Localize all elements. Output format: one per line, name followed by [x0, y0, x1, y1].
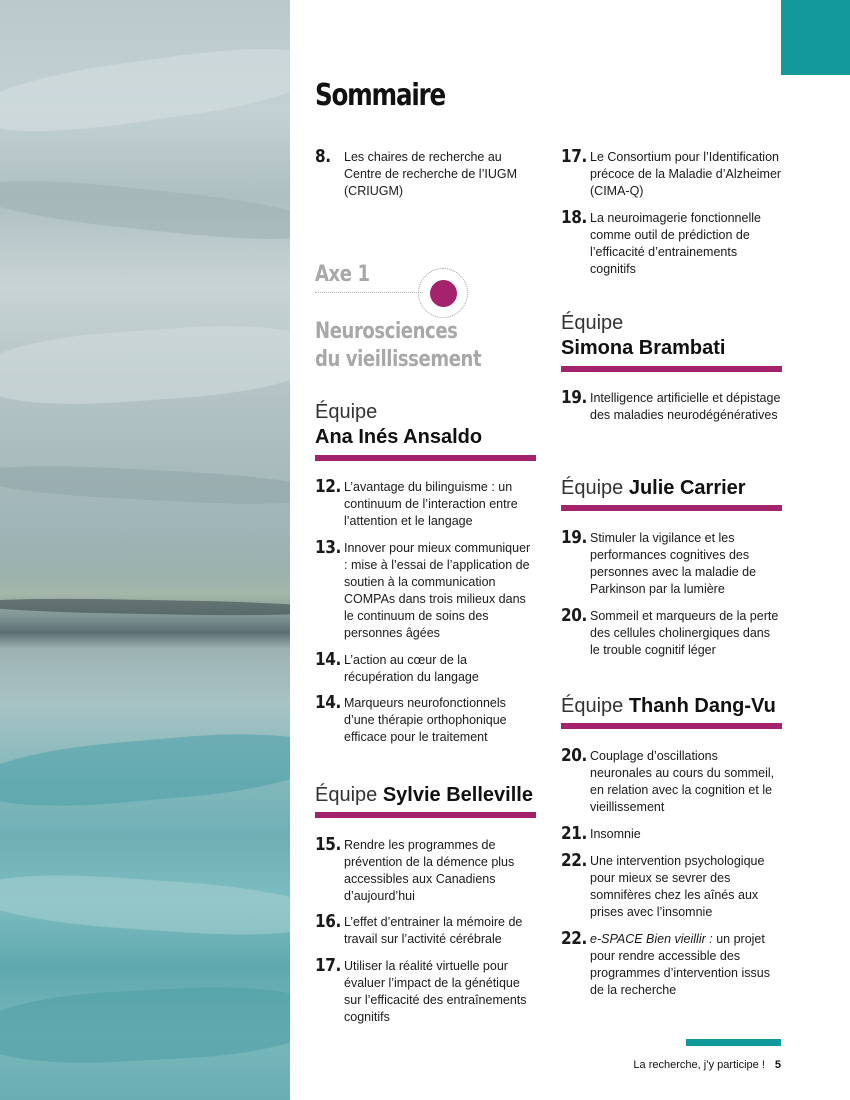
- page-number: 15.: [315, 834, 341, 855]
- axe-dot-icon: [430, 280, 457, 307]
- page-number: 20.: [561, 605, 587, 626]
- teal-corner-block: [781, 0, 850, 75]
- team-name: Thanh Dang-Vu: [628, 695, 776, 717]
- team-label: Équipe: [561, 477, 624, 499]
- page-number: 21.: [561, 823, 587, 844]
- toc-entry[interactable]: [561, 529, 783, 598]
- team-underline-bar: [315, 455, 536, 461]
- toc-entry[interactable]: [315, 539, 537, 642]
- team-heading-brambati: [561, 311, 725, 361]
- toc-entry[interactable]: [561, 209, 783, 278]
- toc-entry[interactable]: [561, 389, 783, 424]
- page-number: 14.: [315, 692, 341, 713]
- page-number: 22.: [561, 850, 587, 871]
- team-underline-bar: [561, 723, 782, 729]
- team-label: Équipe: [561, 695, 624, 717]
- page-number: 12.: [315, 476, 341, 497]
- page-number: 20.: [561, 745, 587, 766]
- entry-text: Marqueurs neurofonctionnels d’une thérapie orthophonique efficace pour le traitement: [344, 696, 507, 744]
- page-number: 19.: [561, 527, 587, 548]
- toc-entry[interactable]: [315, 957, 537, 1026]
- toc-entry[interactable]: [561, 607, 783, 659]
- page-number: 16.: [315, 911, 341, 932]
- team-underline-bar: [561, 505, 782, 511]
- axe-label: Axe 1: [315, 262, 370, 287]
- page-number: 18.: [561, 207, 587, 228]
- toc-entry[interactable]: [315, 913, 537, 948]
- toc-entry[interactable]: [561, 148, 783, 200]
- entry-text: e-SPACE Bien vieillir : un projet pour rendre accessible des programmes d’intervention issus de la recherche: [590, 932, 770, 997]
- team-underline-bar: [561, 366, 782, 372]
- footer-page-number: 5: [774, 1059, 781, 1071]
- footer-teal-bar: [686, 1039, 781, 1046]
- page-number: 19.: [561, 387, 587, 408]
- entry-text: Une intervention psychologique pour mieux se sevrer des somnifères chez les aînés aux prises avec l’insomnie: [590, 854, 765, 919]
- footer-text: La recherche, j’y participe !: [633, 1059, 765, 1071]
- team-name: Ana Inés Ansaldo: [315, 426, 483, 448]
- team-heading-carrier: [561, 476, 746, 501]
- entry-text: Innover pour mieux communiquer : mise à l’essai de l’application de soutien à la communication COMPAs dans trois milieux dans le continuum de soins des personnes âgées: [344, 541, 531, 640]
- toc-entry[interactable]: [315, 478, 537, 530]
- entry-text: La neuroimagerie fonctionnelle comme outil de prédiction de l’efficacité d’entrainements cognitifs: [590, 211, 761, 276]
- page-footer: [633, 1059, 781, 1071]
- page-number: 14.: [315, 649, 341, 670]
- page-number: 13.: [315, 537, 341, 558]
- entry-text: L’action au cœur de la récupération du langage: [344, 653, 479, 684]
- toc-entry[interactable]: [561, 852, 783, 921]
- page-number: 17.: [561, 146, 587, 167]
- team-heading-dangvu: [561, 694, 776, 719]
- entry-text: L’effet d’entrainer la mémoire de travail sur l’activité cérébrale: [344, 915, 523, 946]
- entry-text: Couplage d’oscillations neuronales au cours du sommeil, en relation avec la cognition et le vieillissement: [590, 749, 775, 814]
- entry-text: Rendre les programmes de prévention de la démence plus accessibles aux Canadiens d’aujourd’hui: [344, 838, 515, 903]
- entry-text: Sommeil et marqueurs de la perte des cellules cholinergiques dans le trouble cognitif léger: [590, 609, 779, 657]
- entry-text: Stimuler la vigilance et les performances cognitives des personnes avec la maladie de Parkinson par la lumière: [590, 531, 757, 596]
- team-label: Équipe: [561, 312, 624, 334]
- painted-texture-background: [0, 0, 290, 1100]
- team-heading-ansaldo: [315, 400, 482, 450]
- toc-entry[interactable]: [561, 747, 783, 816]
- entry-text: Utiliser la réalité virtuelle pour évaluer l’impact de la génétique sur l’efficacité des entraînements cognitifs: [344, 959, 527, 1024]
- team-underline-bar: [315, 812, 536, 818]
- team-name: Julie Carrier: [628, 477, 746, 499]
- toc-entry[interactable]: [315, 836, 537, 905]
- toc-entry[interactable]: [315, 694, 537, 746]
- team-label: Équipe: [315, 784, 378, 806]
- entry-text: Insomnie: [590, 827, 641, 841]
- team-heading-belleville: [315, 783, 533, 808]
- page-number: 22.: [561, 928, 587, 949]
- entry-text: Intelligence artificielle et dépistage des maladies neurodégénératives: [590, 391, 781, 422]
- team-name: Sylvie Belleville: [382, 784, 533, 806]
- page-number: 8.: [315, 146, 331, 167]
- entry-italic-title: e-SPACE Bien vieillir :: [590, 932, 713, 946]
- toc-entry-espace[interactable]: [561, 930, 783, 999]
- toc-entry[interactable]: [561, 825, 783, 843]
- entry-text: Le Consortium pour l’Identification précoce de la Maladie d’Alzheimer (CIMA-Q): [590, 150, 782, 198]
- entry-text: L’avantage du bilinguisme : un continuum de l’interaction entre l’attention et le langage: [344, 480, 518, 528]
- team-name: Simona Brambati: [561, 337, 726, 359]
- page-number: 17.: [315, 955, 341, 976]
- toc-entry-chaires[interactable]: [315, 148, 535, 200]
- axe-divider-line: [315, 292, 423, 293]
- axe-title: Neurosciences du vieillissement: [315, 319, 482, 372]
- entry-text: Les chaires de recherche au Centre de recherche de l’IUGM (CRIUGM): [344, 150, 517, 198]
- toc-entry[interactable]: [315, 651, 537, 686]
- page-title: Sommaire: [315, 78, 445, 113]
- team-label: Équipe: [315, 401, 378, 423]
